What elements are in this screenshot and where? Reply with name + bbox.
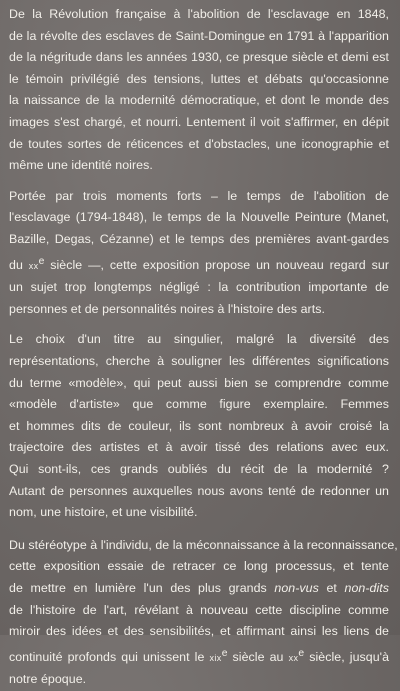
- text-fragment: siècle au: [227, 649, 289, 664]
- superscript: e: [221, 647, 228, 659]
- italic-term: non-dits: [344, 580, 389, 595]
- paragraph-three-moments: [9, 186, 389, 321]
- paragraph-intro: [9, 4, 389, 177]
- text-line: miroir des idées et des sensibilités, et affirmant ainsi les liens de: [9, 624, 389, 639]
- text-line: Bazille, Degas, Cézanne) et le temps des premières avant-gardes: [9, 231, 389, 246]
- text-line: du terme «modèle», qui peut aussi bien se comprendre comme: [9, 375, 389, 390]
- superscript: e: [38, 255, 45, 267]
- text-line: nom, une histoire, et une visibilité.: [9, 505, 198, 520]
- text-line: [9, 251, 389, 278]
- text-line: Du stéréotype à l'individu, de la méconnaissance à la reconnaissance,: [9, 537, 398, 552]
- text-fragment: du: [9, 257, 29, 272]
- text-line: cette exposition essaie de retracer ce long processus, et tente: [9, 559, 389, 574]
- century-numeral: xx: [288, 652, 299, 663]
- century-numeral: xix: [209, 652, 222, 663]
- paragraph-title-choice: [9, 329, 389, 523]
- text-line: et hommes dits de couleur, ils sont nombreux à avoir croisé la: [9, 418, 389, 433]
- text-fragment: continuité profonds qui unissent le: [9, 649, 210, 664]
- text-fragment: siècle, jusqu'à: [304, 649, 390, 664]
- text-line: de l'histoire de l'art, révélant à nouveau cette discipline comme: [9, 602, 389, 617]
- text-line: de la négritude dans les années 1930, ce presque siècle et demi est: [9, 50, 389, 65]
- text-line: De la Révolution française à l'abolition de l'esclavage en 1848,: [9, 7, 389, 21]
- text-line: Portée par trois moments forts – le temps de l'abolition de: [9, 188, 389, 203]
- text-line: «modèle d'artiste» que comme figure exemplaire. Femmes: [9, 397, 389, 412]
- paragraph-conclusion: [9, 535, 398, 691]
- text-line: [9, 643, 389, 670]
- text-line: images s'est chargé, et nourri. Lentement il voit s'affirmer, en dépit: [9, 114, 389, 129]
- text-line: même une identité noires.: [9, 158, 153, 173]
- text-fragment: siècle —, cette exposition propose un nouveau regard sur: [44, 257, 389, 272]
- century-numeral: xx: [28, 260, 39, 271]
- text-line: un sujet trop longtemps négligé : la contribution importante de: [9, 280, 389, 295]
- text-line: Le choix d'un titre au singulier, malgré la diversité des: [9, 332, 389, 347]
- superscript: e: [298, 647, 305, 659]
- italic-term: non-vus: [274, 580, 319, 595]
- text-line: Qui sont-ils, ces grands oubliés du récit de la modernité ?: [9, 462, 389, 476]
- text-line: notre époque.: [9, 672, 87, 687]
- text-line: représentations, cherche à souligner les différentes significations: [9, 354, 389, 369]
- text-line: Autant de personnes auxquelles nous avons tenté de redonner un: [9, 483, 389, 498]
- text-line: trajectoire des artistes et à avoir tissé des relations avec eux.: [9, 440, 389, 455]
- text-fragment: et: [318, 580, 345, 595]
- text-line: personnes et de personnalités noires à l'histoire des arts.: [9, 301, 325, 316]
- text-line: le témoin privilégié des tensions, luttes et débats qu'occasionne: [9, 71, 389, 86]
- text-line: l'esclavage (1794-1848), le temps de la Nouvelle Peinture (Manet,: [9, 210, 389, 225]
- text-line: de la révolte des esclaves de Saint-Domingue en 1791 à l'apparition: [9, 28, 389, 43]
- text-line: la naissance de la modernité démocratique, et dont le monde des: [9, 93, 389, 108]
- text-line: [9, 578, 389, 600]
- text-line: de toutes sortes de réticences et d'obstacles, une iconographie et: [9, 136, 389, 151]
- text-fragment: de mettre en lumière l'un des plus grands: [9, 580, 275, 595]
